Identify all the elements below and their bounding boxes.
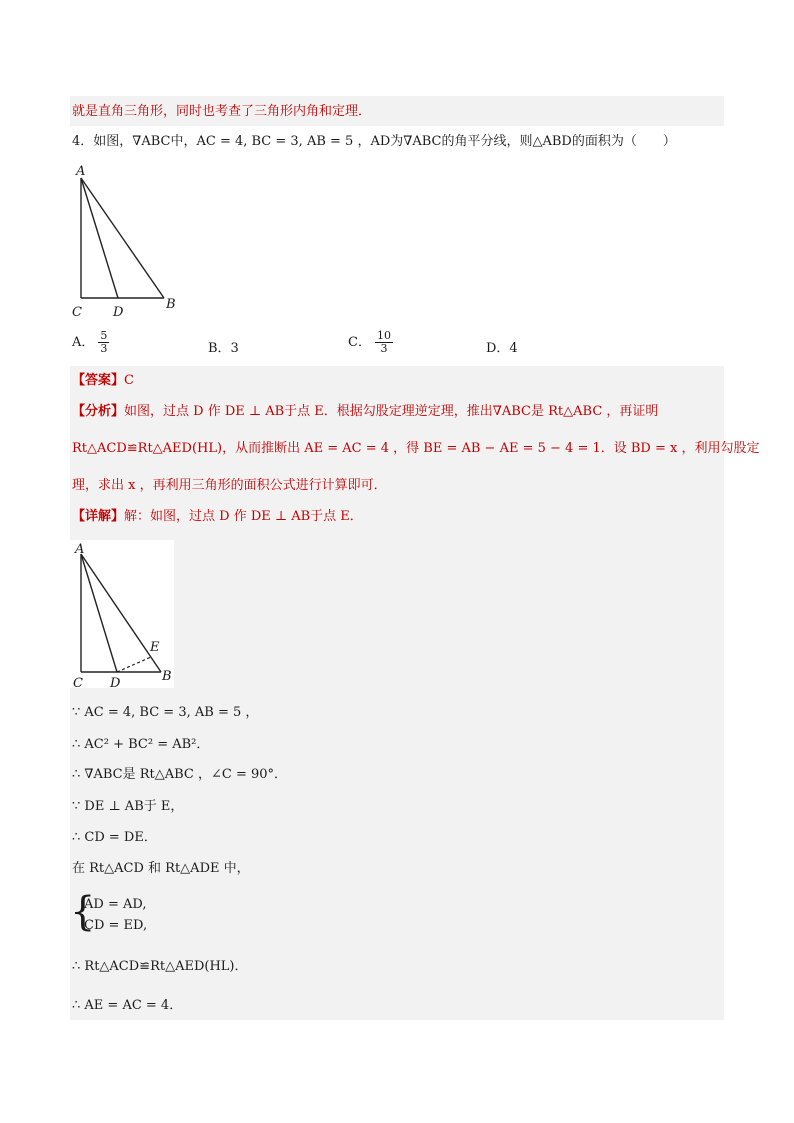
label-d: D xyxy=(110,676,121,690)
step-consider-triangles: 在 Rt△ACD 和 Rt△ADE 中， xyxy=(72,861,250,876)
label-a: A xyxy=(75,542,85,557)
step-congruence: ∴ Rt△ACD≌Rt△AED(HL)． xyxy=(72,959,248,974)
label-b: B xyxy=(162,669,172,684)
label-d: D xyxy=(113,305,124,320)
system-brace: { xyxy=(70,889,96,935)
step-pythagorean: ∴ AC² + BC² = AB²． xyxy=(72,737,210,752)
option-c-fraction: $\frac{10}{3}$ xyxy=(376,329,391,355)
solution-highlight xyxy=(70,366,724,1020)
option-d: D．4 xyxy=(486,341,518,356)
answer-label: 【答案】 xyxy=(72,373,125,388)
label-a: A xyxy=(76,164,86,179)
system-row-2: CD = ED, xyxy=(84,918,148,933)
option-c: C． $\frac{10}{3}$ xyxy=(348,329,391,355)
answer-value: C xyxy=(124,373,134,388)
question-number: 4． xyxy=(72,134,94,149)
detail-line: 【详解】解：如图，过点 D 作 DE ⊥ AB于点 E． xyxy=(72,509,363,524)
bisector-ad xyxy=(81,178,118,298)
option-a: A． $\frac{5}{3}$ xyxy=(72,329,108,355)
step-right-triangle: ∴ ∇ABC是 Rt△ABC ，∠C = 90°． xyxy=(72,767,288,782)
option-b: B．3 xyxy=(208,341,239,356)
step-cd-equals-de: ∴ CD = DE． xyxy=(72,830,157,845)
option-a-fraction: $\frac{5}{3}$ xyxy=(100,329,108,355)
step-given: ∵ AC = 4, BC = 3, AB = 5 ， xyxy=(72,705,259,720)
answer-line xyxy=(72,372,134,390)
analysis-line-1: 【分析】如图，过点 D 作 DE ⊥ AB于点 E．根据勾股定理逆定理，推出∇ABC是 Rt△ABC ，再证明 xyxy=(72,404,659,419)
label-c: C xyxy=(72,305,82,320)
analysis-line-3: 理，求出 x ，再利用三角形的面积公式进行计算即可． xyxy=(72,478,387,493)
intro-text: 就是直角三角形，同时也考查了三角形内角和定理． xyxy=(72,104,372,119)
side-ab xyxy=(81,178,164,298)
analysis-label: 【分析】 xyxy=(72,404,125,419)
label-c: C xyxy=(73,676,83,690)
detail-label: 【详解】 xyxy=(72,509,125,524)
step-ae-equals-ac: ∴ AE = AC = 4． xyxy=(72,998,183,1013)
figure-triangle-with-e xyxy=(70,540,174,690)
label-e: E xyxy=(150,640,160,655)
question-text: 如图，∇ABC中，AC = 4, BC = 3, AB = 5 ，AD为∇ABC的角平分线，则△ABD的面积为（ ） xyxy=(93,134,676,149)
label-b: B xyxy=(166,297,176,312)
analysis-line-2: Rt△ACD≌Rt△AED(HL)，从而推断出 AE = AC = 4 ，得 BE = AB − AE = 5 − 4 = 1．设 BD = x ，利用勾股定 xyxy=(72,441,760,456)
question-line xyxy=(72,133,676,151)
system-row-1: AD = AD, xyxy=(84,897,147,912)
step-perpendicular: ∵ DE ⊥ AB于 E， xyxy=(72,799,184,814)
figure-triangle-abd xyxy=(72,160,182,320)
